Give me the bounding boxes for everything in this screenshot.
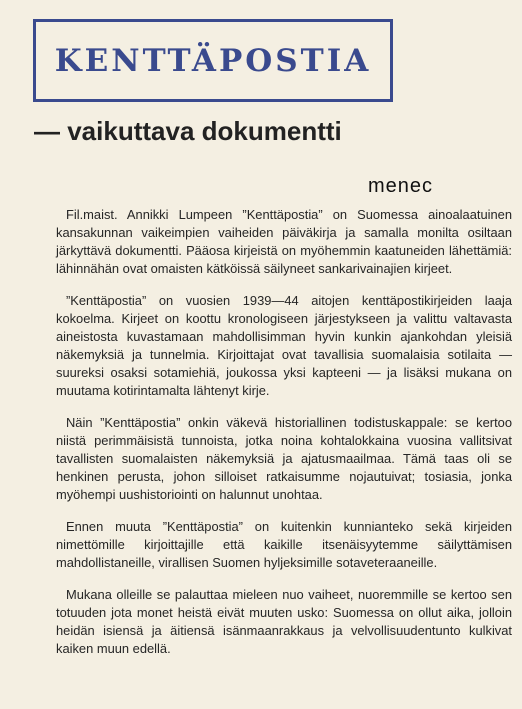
paragraph-5: Mukana olleille se palauttaa mieleen nuo vaiheet, nuoremmille se kertoo sen totuuden jota monet heistä eivät muuten usko: Suomessa on ollut aika, jolloin heidän isiensä ja äitiensä isänmaanrakkaus ja velvollisuudentunto kulkivat kaiken muun edellä. xyxy=(56,587,512,656)
signature: menec xyxy=(368,175,434,197)
paragraph-1: Fil.maist. Annikki Lumpeen ”Kenttäpostia” on Suomessa ainoalaatuinen kansakunnan vaikeimpien vaiheiden päiväkirja ja samalla monilta osiltaan järkyttävä dokumentti. Pääosa kirjeistä on myöhemmin kaatuneiden lähettämiä: lähinnähän ovat omaisten kätköissä säilyneet sankarivainajien kirjeet. xyxy=(56,207,512,276)
title-stamp xyxy=(33,19,393,102)
subtitle: — vaikuttava dokumentti xyxy=(34,116,342,146)
paragraph-4: Ennen muuta ”Kenttäpostia” on kuitenkin kunnianteko sekä kirjeiden nimettömille kirjoittajille että kaikille itsenäisyytemme säilyttämisen mahdollistaneille, virallisen Suomen hyljeksimille sotaveteraaneille. xyxy=(56,519,512,570)
article-body xyxy=(56,206,512,672)
paragraph-2: ”Kenttäpostia” on vuosien 1939—44 aitojen kenttäpostikirjeiden laaja kokoelma. Kirjeet on koottu kronologiseen järjestykseen ja valittu valtavasta aineistosta kuvastamaan mahdollisimman hyvin kunkin ajankohdan yleisiä näkemyksiä ja tunnelmia. Kirjoittajat ovat tavallisia suomalaisia sotilaita — suureksi osaksi sotamiehiä, joukossa yksi kapteeni — ja lisäksi mukana on muutama kotirintamalta lähtenyt kirje. xyxy=(56,293,512,398)
paragraph-3: Näin ”Kenttäpostia” onkin väkevä historiallinen todistuskappale: se kertoo niistä perimmäisistä tunnoista, jotka noina kohtalokkaina vuosina vallitsivat tavallisten suomalaisten näkemyksiä ja ajatusmaailmaa. Tämä taas oli se henkinen perusta, johon silloiset ratkaisumme nojautuivat; tosiasia, jonka myöhempi uushistoriointi on halunnut unohtaa. xyxy=(56,415,512,502)
stamp-title: KENTTÄPOSTIA xyxy=(54,42,372,79)
